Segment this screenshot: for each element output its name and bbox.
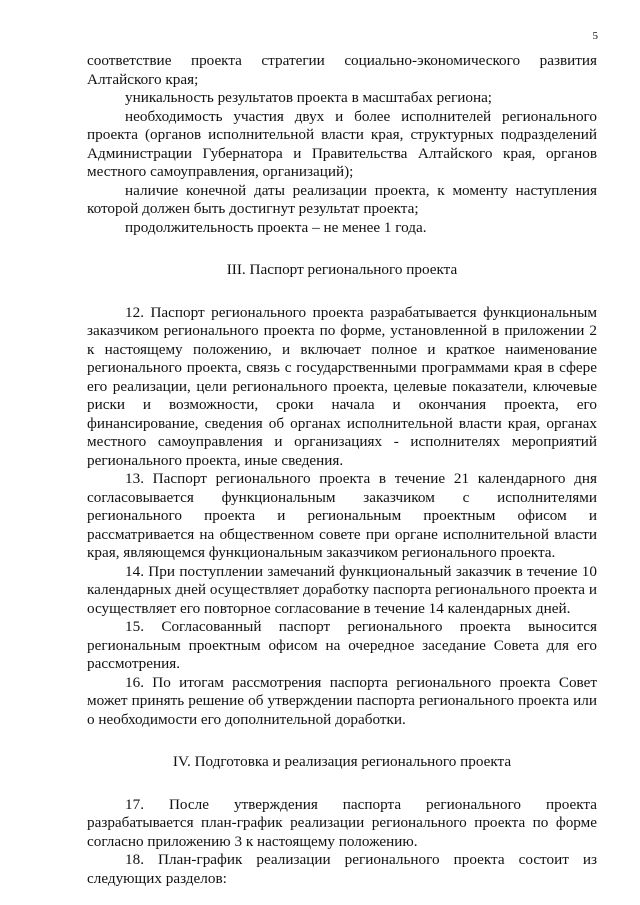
page-number: 5 — [592, 30, 598, 42]
criterion-multiple-executors: необходимость участия двух и более исполнителей регионального проекта (органов исполнительной власти края, структурных подразделений Администрации Губернатора и Правительства Алтайского края, органов местного самоуправления, организаций); — [87, 107, 597, 180]
paragraph-13: 13. Паспорт регионального проекта в течение 21 календарного дня согласовывается функциональным заказчиком с исполнителями регионального проекта и региональным проектным офисом и рассматривается на общественном совете при органе исполнительной власти края, являющемся функциональным заказчиком регионального проекта. — [87, 470, 597, 561]
document-body — [87, 52, 597, 888]
section-4-heading: IV. Подготовка и реализация регионального проекта — [172, 753, 512, 770]
criterion-uniqueness: уникальность результатов проекта в масштабах региона; — [125, 89, 493, 106]
paragraph-17: 17. После утверждения паспорта регионального проекта разрабатывается план-график реализации регионального проекта по форме согласно приложению 3 к настоящему положению. — [87, 795, 597, 850]
paragraph-15: 15. Согласованный паспорт регионального проекта выносится региональным проектным офисом на очередное заседание Совета для его рассмотрения. — [87, 618, 597, 672]
paragraph-12: 12. Паспорт регионального проекта разрабатывается функциональным заказчиком регионального проекта по форме, установленной в приложении 2 к настоящему положению, и включает полное и краткое наименование регионального проекта, связь с государственными программами края в сфере его реализации, цели регионального проекта, целевые показатели, ключевые риски и возможности, сроки начала и окончания проекта, его финансирование, сведения об органах исполнительной власти края, органах местного самоуправления и организациях - исполнителях мероприятий регионального проекта, иные сведения. — [87, 303, 597, 469]
paragraph-16: 16. По итогам рассмотрения паспорта регионального проекта Совет может принять решение об утверждении паспорта регионального проекта или о необходимости его дополнительной доработки. — [87, 673, 597, 728]
section-3-heading: III. Паспорт регионального проекта — [226, 261, 458, 278]
criterion-strategy-alignment: соответствие проекта стратегии социально-экономического развития Алтайского края; — [87, 52, 597, 88]
criterion-duration: продолжительность проекта – не менее 1 года. — [125, 218, 427, 236]
paragraph-14: 14. При поступлении замечаний функциональный заказчик в течение 10 календарных дней осуществляет доработку паспорта регионального проекта и осуществляет его повторное согласование в течение 14 календарных дней. — [87, 562, 597, 617]
paragraph-18: 18. План-график реализации регионального проекта состоит из следующих разделов: — [87, 851, 597, 887]
criterion-end-date: наличие конечной даты реализации проекта, к моменту наступления которой должен быть достигнут результат проекта; — [87, 181, 597, 217]
